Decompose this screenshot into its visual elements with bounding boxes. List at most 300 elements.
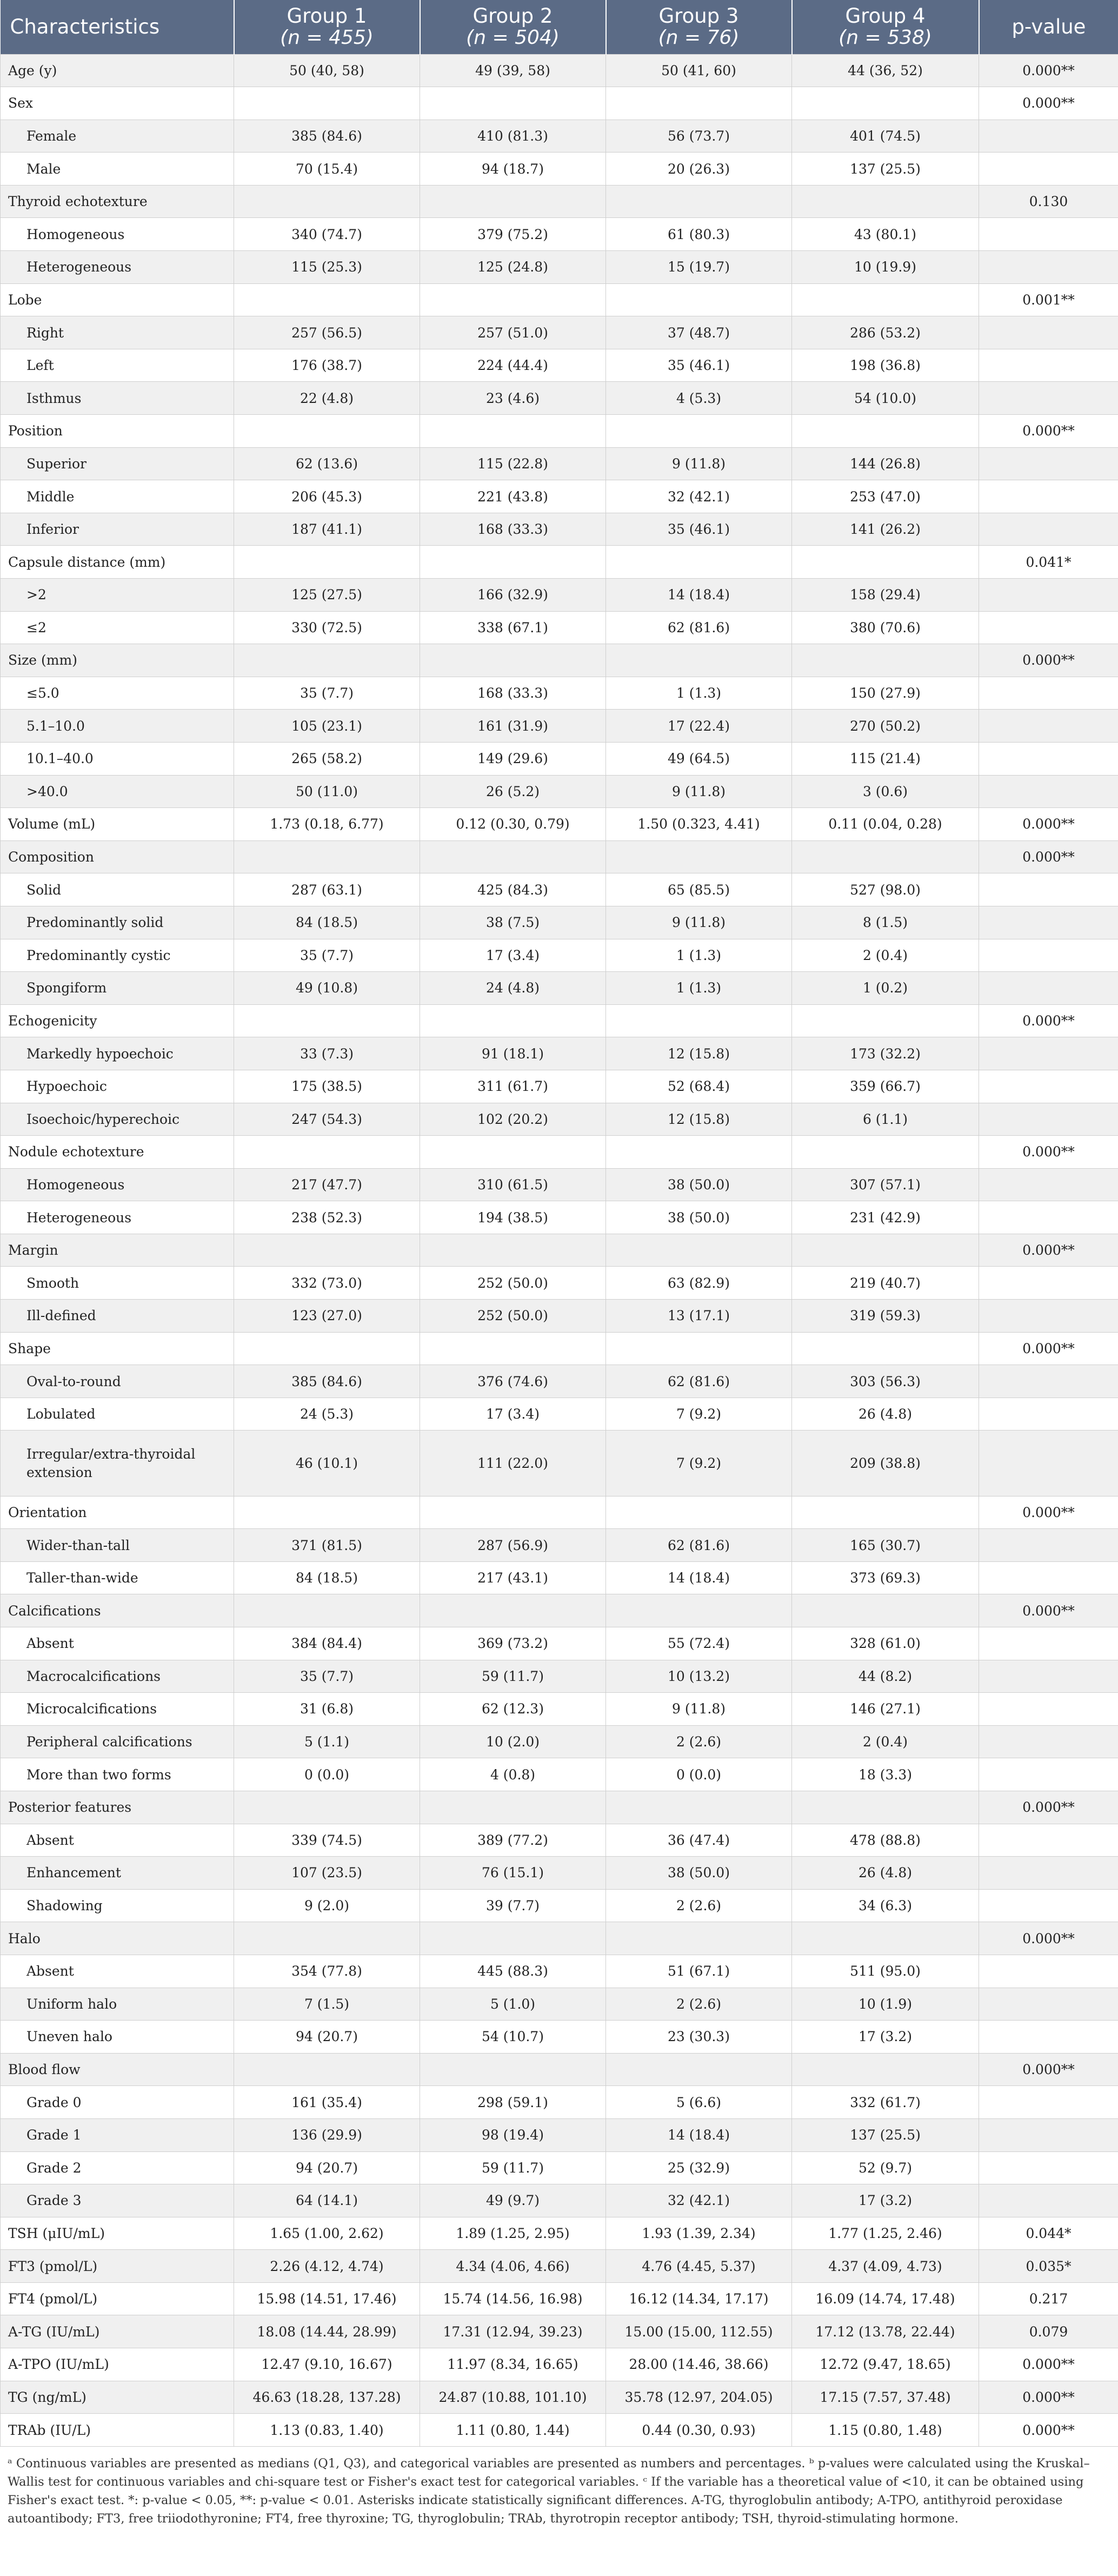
group-3-cell: 35.78 (12.97, 204.05) <box>606 2381 792 2414</box>
group-4-cell: 231 (42.9) <box>792 1201 979 1234</box>
table-row-subcategory <box>1 382 1118 415</box>
group-1-cell: 161 (35.4) <box>234 2086 420 2119</box>
group-2-cell: 1.11 (0.80, 1.44) <box>420 2414 606 2447</box>
group-1-cell: 384 (84.4) <box>234 1627 420 1660</box>
group-2-cell: 338 (67.1) <box>420 611 606 644</box>
group-4-cell <box>792 1594 979 1627</box>
p-value-cell <box>979 906 1118 939</box>
table-row-subcategory <box>1 2151 1118 2184</box>
group-3-cell: 35 (46.1) <box>606 349 792 382</box>
group-3-cell <box>606 415 792 448</box>
group-1-cell <box>234 1791 420 1824</box>
characteristic-cell: Lobe <box>1 283 234 316</box>
group-1-cell: 70 (15.4) <box>234 153 420 186</box>
group-2-cell: 224 (44.4) <box>420 349 606 382</box>
table-row-subcategory <box>1 1103 1118 1136</box>
group-4-cell: 2 (0.4) <box>792 939 979 972</box>
p-value-cell <box>979 153 1118 186</box>
header-label: Characteristics <box>10 15 160 38</box>
p-value-cell: 0.000** <box>979 808 1118 841</box>
group-1-cell <box>234 1594 420 1627</box>
group-1-cell: 176 (38.7) <box>234 349 420 382</box>
table-row-subcategory <box>1 1037 1118 1070</box>
group-4-cell <box>792 1496 979 1529</box>
table-row-subcategory <box>1 316 1118 349</box>
group-4-cell <box>792 840 979 873</box>
group-1-cell <box>234 1136 420 1169</box>
group-4-cell: 8 (1.5) <box>792 906 979 939</box>
characteristic-cell: FT4 (pmol/L) <box>1 2282 234 2315</box>
table-row-subcategory <box>1 873 1118 906</box>
group-1-cell: 9 (2.0) <box>234 1889 420 1922</box>
group-4-cell: 4.37 (4.09, 4.73) <box>792 2250 979 2283</box>
group-3-cell: 17 (22.4) <box>606 710 792 743</box>
group-4-cell: 219 (40.7) <box>792 1267 979 1300</box>
group-2-cell: 76 (15.1) <box>420 1857 606 1890</box>
table-row-subcategory <box>1 906 1118 939</box>
group-4-cell: 401 (74.5) <box>792 120 979 153</box>
p-value-cell <box>979 447 1118 480</box>
group-3-cell: 38 (50.0) <box>606 1201 792 1234</box>
characteristic-cell: A-TPO (IU/mL) <box>1 2348 234 2381</box>
group-3-cell <box>606 1136 792 1169</box>
group-2-cell: 376 (74.6) <box>420 1365 606 1398</box>
group-1-cell: 187 (41.1) <box>234 513 420 546</box>
group-3-cell: 2 (2.6) <box>606 1889 792 1922</box>
characteristic-cell: Composition <box>1 840 234 873</box>
group-1-cell: 15.98 (14.51, 17.46) <box>234 2282 420 2315</box>
group-2-cell: 23 (4.6) <box>420 382 606 415</box>
group-1-cell: 107 (23.5) <box>234 1857 420 1890</box>
group-1-cell: 2.26 (4.12, 4.74) <box>234 2250 420 2283</box>
table-row-subcategory <box>1 1365 1118 1398</box>
p-value-cell: 0.035* <box>979 2250 1118 2283</box>
characteristic-cell: FT3 (pmol/L) <box>1 2250 234 2283</box>
characteristic-cell: Margin <box>1 1234 234 1267</box>
characteristic-cell: Male <box>1 153 234 186</box>
group-2-cell: 252 (50.0) <box>420 1300 606 1333</box>
table-row-category <box>1 1791 1118 1824</box>
group-2-cell: 24 (4.8) <box>420 972 606 1005</box>
table-row-subcategory <box>1 1398 1118 1431</box>
group-1-cell: 339 (74.5) <box>234 1824 420 1857</box>
group-3-cell: 36 (47.4) <box>606 1824 792 1857</box>
characteristic-cell: Superior <box>1 447 234 480</box>
characteristic-cell: Microcalcifications <box>1 1693 234 1726</box>
characteristic-cell: Position <box>1 415 234 448</box>
group-3-cell: 61 (80.3) <box>606 218 792 251</box>
group-4-cell: 286 (53.2) <box>792 316 979 349</box>
table-row-subcategory <box>1 120 1118 153</box>
p-value-cell: 0.000** <box>979 1922 1118 1955</box>
group-1-cell: 35 (7.7) <box>234 939 420 972</box>
table-row-subcategory <box>1 1168 1118 1201</box>
table-header <box>1 0 1118 54</box>
characteristic-cell: Macrocalcifications <box>1 1660 234 1693</box>
table-row-subcategory <box>1 611 1118 644</box>
header-row <box>1 0 1118 54</box>
group-4-cell: 158 (29.4) <box>792 579 979 612</box>
group-1-cell: 217 (47.7) <box>234 1168 420 1201</box>
table-row-category <box>1 2217 1118 2250</box>
p-value-cell <box>979 316 1118 349</box>
p-value-cell: 0.000** <box>979 415 1118 448</box>
group-1-cell: 175 (38.5) <box>234 1070 420 1103</box>
group-2-cell: 62 (12.3) <box>420 1693 606 1726</box>
group-2-cell <box>420 2053 606 2086</box>
characteristic-cell: Solid <box>1 873 234 906</box>
p-value-cell <box>979 1300 1118 1333</box>
group-4-cell: 173 (32.2) <box>792 1037 979 1070</box>
group-1-cell: 35 (7.7) <box>234 1660 420 1693</box>
group-3-cell <box>606 1004 792 1037</box>
group-3-cell <box>606 185 792 218</box>
p-value-cell: 0.001** <box>979 283 1118 316</box>
group-2-cell: 102 (20.2) <box>420 1103 606 1136</box>
group-4-cell <box>792 1004 979 1037</box>
characteristic-cell: Homogeneous <box>1 1168 234 1201</box>
group-1-cell <box>234 1234 420 1267</box>
group-3-cell: 14 (18.4) <box>606 579 792 612</box>
header-n: (n = 538) <box>838 26 932 49</box>
table-row-subcategory <box>1 677 1118 710</box>
characteristic-cell: ≤5.0 <box>1 677 234 710</box>
group-1-cell: 5 (1.1) <box>234 1725 420 1758</box>
characteristic-cell: ≤2 <box>1 611 234 644</box>
group-3-cell: 55 (72.4) <box>606 1627 792 1660</box>
group-1-cell: 22 (4.8) <box>234 382 420 415</box>
table-row-category <box>1 546 1118 579</box>
group-4-cell: 270 (50.2) <box>792 710 979 743</box>
group-4-cell <box>792 546 979 579</box>
table-body <box>1 54 1118 2446</box>
p-value-cell <box>979 1168 1118 1201</box>
group-2-cell: 287 (56.9) <box>420 1529 606 1562</box>
group-3-cell: 9 (11.8) <box>606 1693 792 1726</box>
group-2-cell: 15.74 (14.56, 16.98) <box>420 2282 606 2315</box>
group-3-cell: 32 (42.1) <box>606 2184 792 2217</box>
group-2-cell <box>420 283 606 316</box>
p-value-cell <box>979 2184 1118 2217</box>
p-value-cell <box>979 2151 1118 2184</box>
group-1-cell: 84 (18.5) <box>234 906 420 939</box>
characteristic-cell: Markedly hypoechoic <box>1 1037 234 1070</box>
characteristic-cell: A-TG (IU/mL) <box>1 2315 234 2348</box>
table-row-subcategory <box>1 153 1118 186</box>
header-label: Group 1 <box>287 4 367 28</box>
group-2-cell: 11.97 (8.34, 16.65) <box>420 2348 606 2381</box>
group-1-cell <box>234 283 420 316</box>
characteristic-cell: Absent <box>1 1627 234 1660</box>
characteristic-cell: Capsule distance (mm) <box>1 546 234 579</box>
p-value-cell <box>979 873 1118 906</box>
group-1-cell: 33 (7.3) <box>234 1037 420 1070</box>
characteristic-cell: Middle <box>1 480 234 513</box>
group-2-cell: 111 (22.0) <box>420 1431 606 1496</box>
group-2-cell: 194 (38.5) <box>420 1201 606 1234</box>
table-row-category <box>1 1234 1118 1267</box>
group-1-cell: 247 (54.3) <box>234 1103 420 1136</box>
p-value-cell <box>979 1627 1118 1660</box>
characteristic-cell: Predominantly solid <box>1 906 234 939</box>
group-2-cell: 17 (3.4) <box>420 1398 606 1431</box>
characteristic-cell: Right <box>1 316 234 349</box>
group-2-cell: 149 (29.6) <box>420 742 606 775</box>
group-1-cell: 206 (45.3) <box>234 480 420 513</box>
table-row-category <box>1 1922 1118 1955</box>
table-row-subcategory <box>1 251 1118 284</box>
group-3-cell: 62 (81.6) <box>606 611 792 644</box>
group-4-cell: 137 (25.5) <box>792 153 979 186</box>
characteristic-cell: More than two forms <box>1 1758 234 1791</box>
characteristic-cell: Absent <box>1 1824 234 1857</box>
p-value-cell <box>979 1431 1118 1496</box>
table-row-category <box>1 808 1118 841</box>
group-3-cell: 1 (1.3) <box>606 939 792 972</box>
group-4-cell: 10 (1.9) <box>792 1988 979 2021</box>
p-value-cell: 0.000** <box>979 54 1118 87</box>
group-2-cell <box>420 415 606 448</box>
group-3-cell: 7 (9.2) <box>606 1431 792 1496</box>
characteristic-cell: Ill-defined <box>1 1300 234 1333</box>
table-row-subcategory <box>1 1857 1118 1890</box>
group-1-cell: 340 (74.7) <box>234 218 420 251</box>
characteristic-cell: Hypoechoic <box>1 1070 234 1103</box>
p-value-cell: 0.000** <box>979 2414 1118 2447</box>
group-2-cell: 0.12 (0.30, 0.79) <box>420 808 606 841</box>
group-2-cell: 115 (22.8) <box>420 447 606 480</box>
group-2-cell <box>420 1922 606 1955</box>
characteristic-cell: Halo <box>1 1922 234 1955</box>
p-value-cell <box>979 218 1118 251</box>
group-2-cell: 17 (3.4) <box>420 939 606 972</box>
table-row-subcategory <box>1 1529 1118 1562</box>
group-2-cell: 257 (51.0) <box>420 316 606 349</box>
table-footnote <box>0 2447 1118 2528</box>
p-value-cell: 0.044* <box>979 2217 1118 2250</box>
characteristic-cell: Sex <box>1 87 234 120</box>
p-value-cell <box>979 611 1118 644</box>
p-value-cell <box>979 1037 1118 1070</box>
group-4-cell: 17 (3.2) <box>792 2184 979 2217</box>
table-row-subcategory <box>1 1561 1118 1594</box>
characteristic-cell: >2 <box>1 579 234 612</box>
group-3-cell: 62 (81.6) <box>606 1529 792 1562</box>
group-3-cell: 0.44 (0.30, 0.93) <box>606 2414 792 2447</box>
group-2-cell: 39 (7.7) <box>420 1889 606 1922</box>
p-value-cell <box>979 1758 1118 1791</box>
table-row-subcategory <box>1 513 1118 546</box>
table-row-category <box>1 1594 1118 1627</box>
table-row-subcategory <box>1 1824 1118 1857</box>
group-3-cell: 14 (18.4) <box>606 2118 792 2151</box>
group-4-cell: 10 (19.9) <box>792 251 979 284</box>
group-2-cell: 1.89 (1.25, 2.95) <box>420 2217 606 2250</box>
table-row-category <box>1 2250 1118 2283</box>
group-2-cell: 4.34 (4.06, 4.66) <box>420 2250 606 2283</box>
p-value-cell <box>979 1889 1118 1922</box>
group-4-cell <box>792 415 979 448</box>
group-2-cell: 298 (59.1) <box>420 2086 606 2119</box>
group-2-cell: 17.31 (12.94, 39.23) <box>420 2315 606 2348</box>
group-2-cell <box>420 546 606 579</box>
header-label: Group 4 <box>845 4 926 28</box>
group-3-cell: 52 (68.4) <box>606 1070 792 1103</box>
group-4-cell: 141 (26.2) <box>792 513 979 546</box>
characteristic-cell: Calcifications <box>1 1594 234 1627</box>
group-2-cell: 161 (31.9) <box>420 710 606 743</box>
characteristic-cell: Inferior <box>1 513 234 546</box>
p-value-cell: 0.000** <box>979 840 1118 873</box>
group-3-cell <box>606 1594 792 1627</box>
characteristic-cell: Nodule echotexture <box>1 1136 234 1169</box>
table-row-category <box>1 644 1118 677</box>
p-value-cell: 0.000** <box>979 1234 1118 1267</box>
p-value-cell: 0.000** <box>979 1594 1118 1627</box>
table-row-category <box>1 2315 1118 2348</box>
group-3-cell: 1 (1.3) <box>606 972 792 1005</box>
group-1-cell <box>234 840 420 873</box>
header-group-3 <box>606 0 792 54</box>
characteristic-cell: Heterogeneous <box>1 1201 234 1234</box>
table-row-category <box>1 415 1118 448</box>
group-4-cell <box>792 1791 979 1824</box>
group-4-cell <box>792 1136 979 1169</box>
group-2-cell <box>420 1496 606 1529</box>
group-4-cell: 253 (47.0) <box>792 480 979 513</box>
group-3-cell: 15.00 (15.00, 112.55) <box>606 2315 792 2348</box>
group-3-cell <box>606 644 792 677</box>
group-2-cell <box>420 1136 606 1169</box>
group-1-cell <box>234 546 420 579</box>
group-1-cell <box>234 185 420 218</box>
group-3-cell <box>606 2053 792 2086</box>
p-value-cell <box>979 1365 1118 1398</box>
group-3-cell: 35 (46.1) <box>606 513 792 546</box>
group-3-cell: 2 (2.6) <box>606 1725 792 1758</box>
group-2-cell <box>420 644 606 677</box>
characteristic-cell: Age (y) <box>1 54 234 87</box>
group-2-cell: 94 (18.7) <box>420 153 606 186</box>
characteristic-cell: Volume (mL) <box>1 808 234 841</box>
table-row-subcategory <box>1 1889 1118 1922</box>
p-value-cell: 0.000** <box>979 644 1118 677</box>
group-2-cell: 425 (84.3) <box>420 873 606 906</box>
group-2-cell: 49 (39, 58) <box>420 54 606 87</box>
group-4-cell: 478 (88.8) <box>792 1824 979 1857</box>
characteristic-cell: Shape <box>1 1332 234 1365</box>
table-row-category <box>1 2053 1118 2086</box>
group-3-cell <box>606 1234 792 1267</box>
p-value-cell: 0.000** <box>979 1791 1118 1824</box>
characteristic-cell: Posterior features <box>1 1791 234 1824</box>
group-2-cell <box>420 1791 606 1824</box>
table-row-subcategory <box>1 1300 1118 1333</box>
table-row-category <box>1 54 1118 87</box>
table-row-category <box>1 2348 1118 2381</box>
characteristic-cell: TG (ng/mL) <box>1 2381 234 2414</box>
group-1-cell: 64 (14.1) <box>234 2184 420 2217</box>
group-1-cell: 257 (56.5) <box>234 316 420 349</box>
group-4-cell: 2 (0.4) <box>792 1725 979 1758</box>
group-4-cell <box>792 1922 979 1955</box>
group-1-cell: 94 (20.7) <box>234 2151 420 2184</box>
group-1-cell: 1.13 (0.83, 1.40) <box>234 2414 420 2447</box>
header-n: (n = 504) <box>466 26 560 49</box>
footnote-text: ᵃ Continuous variables are presented as medians (Q1, Q3), and categorical variables are presented as numbers and percentages. ᵇ p-values were calculated using the Kruskal–Wallis test for continuous variables and chi-square test or Fisher's exact test for categorical variables. ᶜ If the variable has a theoretical value of <10, it can be obtained using Fisher's exact test. *: p-value < 0.05, **: p-value < 0.01. Asterisks indicate statistically significant differences. A-TG, thyroglobulin antibody; A-TPO, antithyroid peroxidase autoantibody; FT3, free triiodothyronine; FT4, free thyroxine; TG, thyroglobulin; TRAb, thyrotropin receptor antibody; TSH, thyroid-stimulating hormone. <box>8 2456 1090 2526</box>
header-n: (n = 455) <box>280 26 374 49</box>
table-row-category <box>1 185 1118 218</box>
group-3-cell: 37 (48.7) <box>606 316 792 349</box>
table-row-subcategory <box>1 939 1118 972</box>
header-p-value <box>979 0 1118 54</box>
group-2-cell: 168 (33.3) <box>420 677 606 710</box>
table-row-category <box>1 2282 1118 2315</box>
characteristic-cell: Size (mm) <box>1 644 234 677</box>
group-2-cell: 310 (61.5) <box>420 1168 606 1201</box>
group-1-cell: 136 (29.9) <box>234 2118 420 2151</box>
table-row-category <box>1 1136 1118 1169</box>
characteristic-cell: Wider-than-tall <box>1 1529 234 1562</box>
group-1-cell <box>234 2053 420 2086</box>
group-3-cell: 20 (26.3) <box>606 153 792 186</box>
group-4-cell: 6 (1.1) <box>792 1103 979 1136</box>
table-row-subcategory <box>1 1758 1118 1791</box>
p-value-cell <box>979 775 1118 808</box>
group-4-cell: 26 (4.8) <box>792 1857 979 1890</box>
p-value-cell: 0.000** <box>979 1496 1118 1529</box>
p-value-cell: 0.000** <box>979 1004 1118 1037</box>
group-2-cell: 445 (88.3) <box>420 1955 606 1988</box>
group-2-cell: 54 (10.7) <box>420 2021 606 2054</box>
p-value-cell <box>979 1693 1118 1726</box>
p-value-cell <box>979 1201 1118 1234</box>
header-label: p-value <box>1011 15 1086 38</box>
characteristic-cell: Grade 1 <box>1 2118 234 2151</box>
characteristic-cell: Heterogeneous <box>1 251 234 284</box>
characteristic-cell: Peripheral calcifications <box>1 1725 234 1758</box>
p-value-cell <box>979 1660 1118 1693</box>
group-2-cell <box>420 840 606 873</box>
p-value-cell: 0.000** <box>979 87 1118 120</box>
group-1-cell: 105 (23.1) <box>234 710 420 743</box>
p-value-cell <box>979 1398 1118 1431</box>
group-4-cell: 146 (27.1) <box>792 1693 979 1726</box>
characteristic-cell: Lobulated <box>1 1398 234 1431</box>
table-row-category <box>1 1496 1118 1529</box>
characteristic-cell: Enhancement <box>1 1857 234 1890</box>
group-3-cell: 9 (11.8) <box>606 906 792 939</box>
group-2-cell: 5 (1.0) <box>420 1988 606 2021</box>
group-4-cell: 3 (0.6) <box>792 775 979 808</box>
group-4-cell <box>792 1234 979 1267</box>
group-1-cell: 50 (40, 58) <box>234 54 420 87</box>
p-value-cell: 0.079 <box>979 2315 1118 2348</box>
group-3-cell: 49 (64.5) <box>606 742 792 775</box>
group-1-cell <box>234 415 420 448</box>
group-2-cell <box>420 1332 606 1365</box>
header-n: (n = 76) <box>658 26 740 49</box>
group-4-cell: 198 (36.8) <box>792 349 979 382</box>
group-4-cell: 307 (57.1) <box>792 1168 979 1201</box>
group-2-cell: 98 (19.4) <box>420 2118 606 2151</box>
group-4-cell: 137 (25.5) <box>792 2118 979 2151</box>
p-value-cell: 0.130 <box>979 185 1118 218</box>
group-3-cell: 65 (85.5) <box>606 873 792 906</box>
group-2-cell: 221 (43.8) <box>420 480 606 513</box>
group-4-cell: 18 (3.3) <box>792 1758 979 1791</box>
group-4-cell <box>792 185 979 218</box>
